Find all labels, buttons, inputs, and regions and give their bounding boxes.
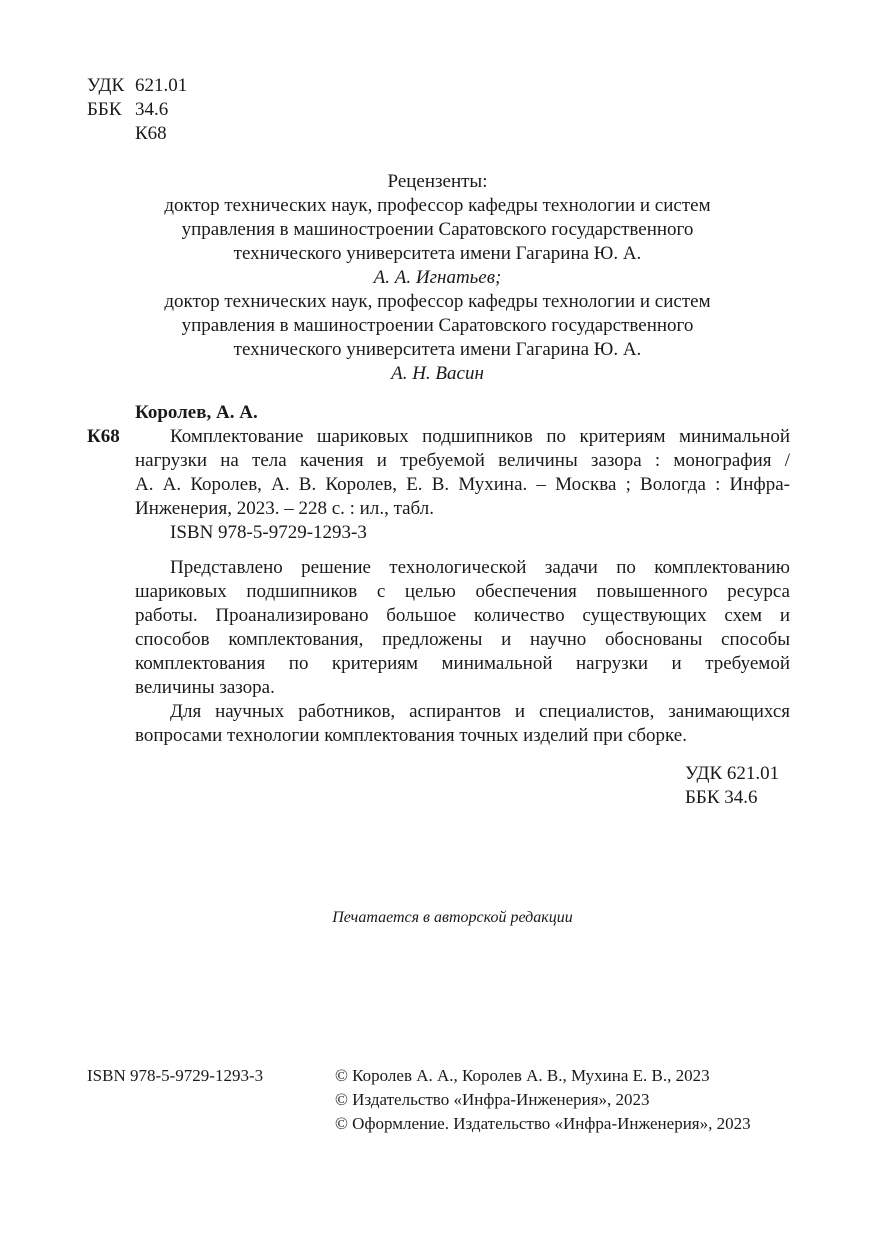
author-mark: К68 xyxy=(135,123,167,144)
udk-label: УДК xyxy=(87,75,125,96)
bib-line: А. А. Королев, А. В. Королев, Е. В. Мухина. – Москва ; Вологда : Инфра- xyxy=(135,474,790,495)
audience-line: вопросами технологии комплектования точных изделий при сборке. xyxy=(135,725,687,746)
footer-isbn: ISBN 978-5-9729-1293-3 xyxy=(87,1066,264,1085)
abstract-line: работы. Проанализировано большое количество существующих схем и xyxy=(135,605,790,626)
reviewer-line: доктор технических наук, профессор кафедры технологии и систем xyxy=(164,291,711,312)
abstract-line: комплектования по критериям минимальной нагрузки и требуемой xyxy=(135,653,790,674)
udk-value: 621.01 xyxy=(135,75,188,96)
udk-code: УДК 621.01 xyxy=(685,763,780,784)
reviewer-name: А. Н. Васин xyxy=(391,363,484,384)
bbk-label: ББК xyxy=(87,99,122,120)
bib-line: нагрузки на тела качения и требуемой величины зазора : монография / xyxy=(135,450,790,471)
print-note: Печатается в авторской редакции xyxy=(332,909,573,926)
copyright-line: © Оформление. Издательство «Инфра-Инженерия», 2023 xyxy=(335,1114,751,1133)
reviewers-heading: Рецензенты: xyxy=(387,171,488,192)
abstract-line: способов комплектования, предложены и научно обоснованы способы xyxy=(135,629,790,650)
bib-line: Инженерия, 2023. – 228 с. : ил., табл. xyxy=(135,498,434,519)
abstract-line: Представлено решение технологической задачи по комплектованию xyxy=(170,557,790,578)
bib-isbn: ISBN 978-5-9729-1293-3 xyxy=(170,522,367,543)
bbk-value: 34.6 xyxy=(135,99,169,120)
abstract-line: шариковых подшипников с целью обеспечения повышенного ресурса xyxy=(135,581,790,602)
reviewer-line: доктор технических наук, профессор кафедры технологии и систем xyxy=(164,195,711,216)
reviewer-name: А. А. Игнатьев; xyxy=(373,267,502,288)
reviewer-line: технического университета имени Гагарина Ю. А. xyxy=(233,243,642,264)
author-heading: Королев, А. А. xyxy=(135,402,258,423)
reviewer-line: управления в машиностроении Саратовского государственного xyxy=(181,219,694,240)
bbk-code: ББК 34.6 xyxy=(685,787,758,808)
audience-line: Для научных работников, аспирантов и специалистов, занимающихся xyxy=(170,701,790,722)
copyright-line: © Издательство «Инфра-Инженерия», 2023 xyxy=(335,1090,650,1109)
reviewer-line: управления в машиностроении Саратовского государственного xyxy=(181,315,694,336)
abstract-line: величины зазора. xyxy=(135,677,275,698)
bib-line: Комплектование шариковых подшипников по критериям минимальной xyxy=(170,426,790,447)
copyright-line: © Королев А. А., Королев А. В., Мухина Е. В., 2023 xyxy=(335,1066,710,1085)
bib-mark: К68 xyxy=(87,426,120,447)
reviewer-line: технического университета имени Гагарина Ю. А. xyxy=(233,339,642,360)
